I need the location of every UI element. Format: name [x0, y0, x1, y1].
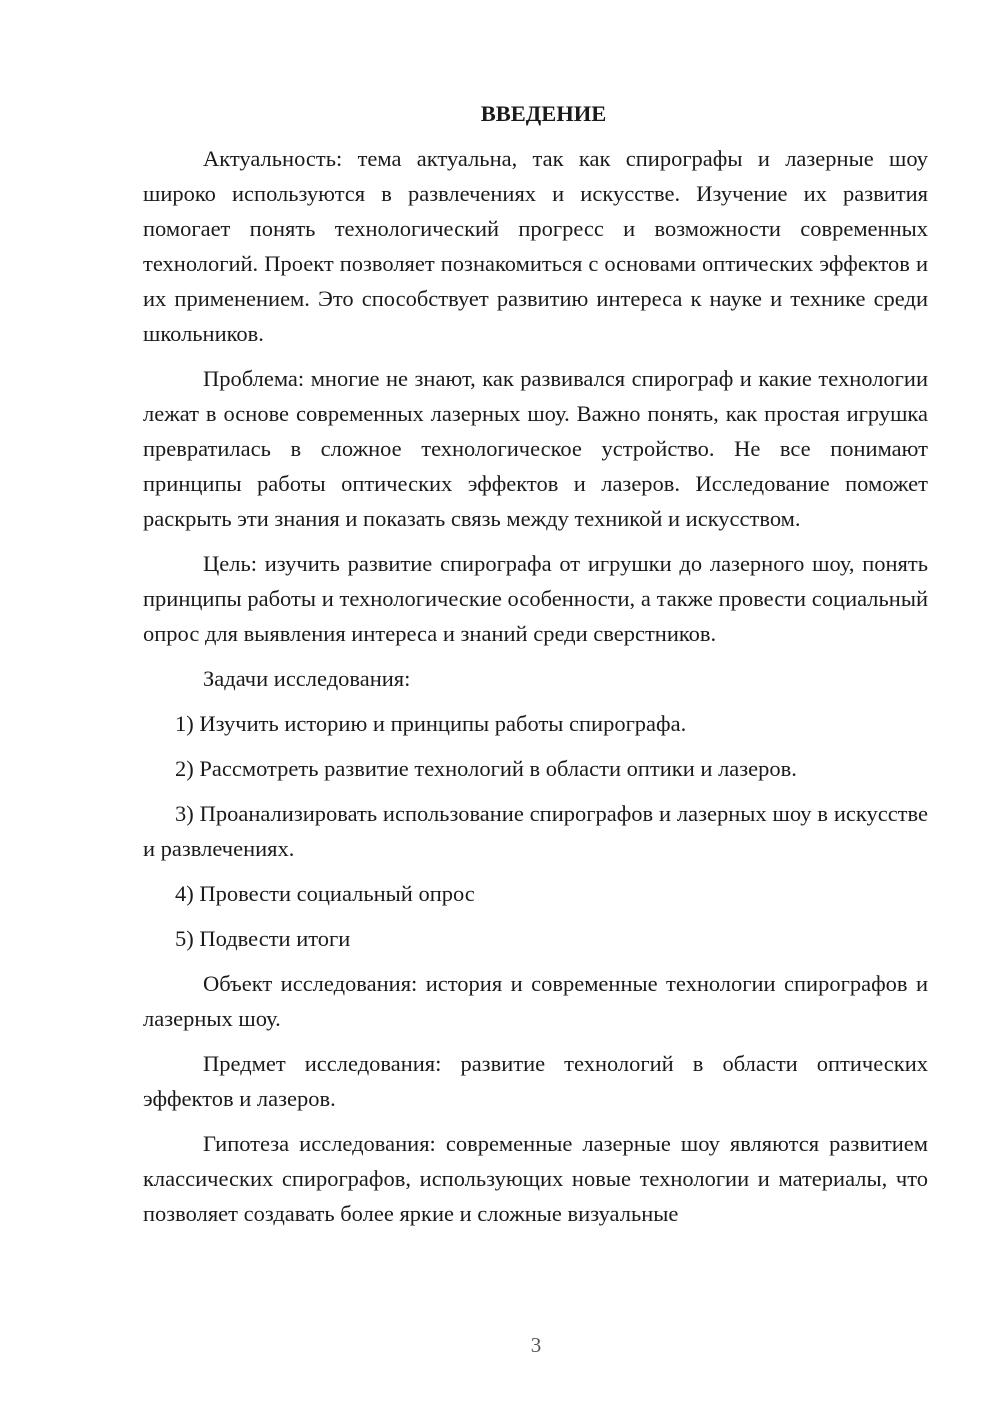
paragraph-tasks-heading: Задачи исследования:	[203, 666, 411, 691]
paragraph-relevance: Актуальность: тема актуальна, так как спирографы и лазерные шоу широко используются в развлечениях и искусстве. Изучение их развития помогает понять технологический прогресс и возможности современных технологий. Проект позволяет познакомиться с основами оптических эффектов и их применением. Это способствует развитию интереса к науке и технике среди школьников.	[143, 146, 928, 346]
list-item-task-4: 4) Провести социальный опрос	[175, 881, 475, 906]
page-number: 3	[530, 1333, 542, 1357]
paragraph-hypothesis: Гипотеза исследования: современные лазерные шоу являются развитием классических спирографов, использующих новые технологии и материалы, что позволяет создавать более яркие и сложные визуальные	[143, 1131, 928, 1226]
document-page	[143, 96, 928, 1241]
list-item-task-2: 2) Рассмотреть развитие технологий в области оптики и лазеров.	[175, 756, 797, 781]
paragraph-problem: Проблема: многие не знают, как развивался спирограф и какие технологии лежат в основе современных лазерных шоу. Важно понять, как простая игрушка превратилась в сложное технологическое устройство. Не все понимают принципы работы оптических эффектов и лазеров. Исследование поможет раскрыть эти знания и показать связь между техникой и искусством.	[143, 366, 928, 531]
paragraph-object: Объект исследования: история и современные технологии спирографов и лазерных шоу.	[143, 971, 928, 1031]
list-item-task-1: 1) Изучить историю и принципы работы спирографа.	[175, 711, 687, 736]
section-title: ВВЕДЕНИЕ	[480, 101, 607, 126]
list-item-task-3: 3) Проанализировать использование спирографов и лазерных шоу в искусстве и развлечениях.	[143, 801, 928, 861]
list-item-task-5: 5) Подвести итоги	[175, 926, 351, 951]
paragraph-subject: Предмет исследования: развитие технологий в области оптических эффектов и лазеров.	[143, 1051, 928, 1111]
paragraph-goal: Цель: изучить развитие спирографа от игрушки до лазерного шоу, понять принципы работы и технологические особенности, а также провести социальный опрос для выявления интереса и знаний среди сверстников.	[143, 551, 928, 646]
